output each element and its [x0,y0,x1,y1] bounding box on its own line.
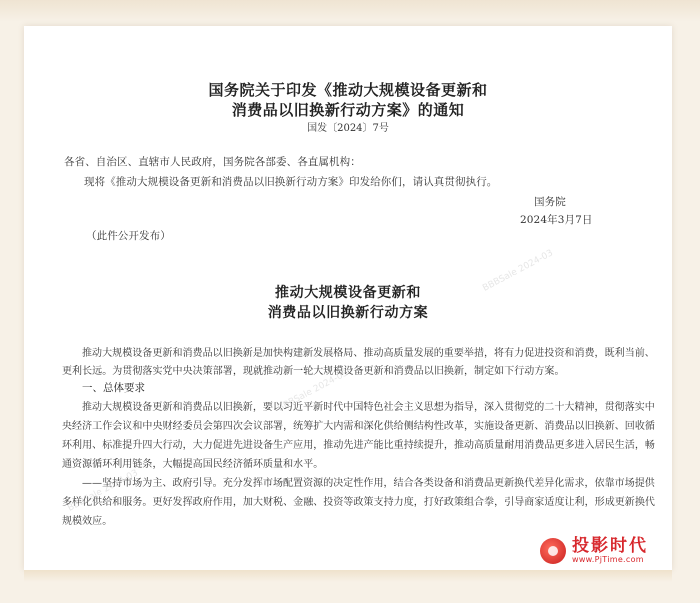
pjtime-logo [540,530,690,572]
notice-title-line-2: 消费品以旧换新行动方案》的通知 [231,101,465,119]
principle-line-3: 规模效应。 [62,516,113,527]
document-number: 国发〔2024〕7号 [307,123,389,134]
plan-title-line-2: 消费品以旧换新行动方案 [267,305,429,321]
section-1-line-3: 环利用、标准提升四大行动，大力促进先进设备生产应用，推动先进产能比重持续提升，推动高质量耐用消费品更多进入居民生活，畅 [62,440,655,451]
plan-intro-line-1: 推动大规模设备更新和消费品以旧换新是加快构建新发展格局、推动高质量发展的重要举措，将有力促进投资和消费，既利当前、 [82,348,655,359]
document-page [24,26,672,570]
section-1-heading: 一、总体要求 [82,382,145,394]
logo-url: www.PjTime.com [572,555,644,564]
plan-title-line-1: 推动大规模设备更新和 [275,285,421,301]
notice-body: 现将《推动大规模设备更新和消费品以旧换新行动方案》印发给你们，请认真贯彻执行。 [84,176,498,188]
projector-lens-logo-icon [540,538,566,564]
logo-name: 投影时代 [572,536,648,556]
page-frame-top [0,0,700,22]
principle-line-1: ——坚持市场为主、政府引导。充分发挥市场配置资源的决定性作用，结合各类设备和消费品更新换代差异化需求，依靠市场提供 [82,478,655,489]
watermark: BBBSale 2024-03 [276,368,350,414]
notice-addressee: 各省、自治区、直辖市人民政府，国务院各部委、各直属机构： [64,156,361,168]
plan-intro-line-2: 更利长远。为贯彻落实党中央决策部署，现就推动新一轮大规模设备更新和消费品以旧换新，制定如下行动方案。 [62,366,565,377]
publish-note: （此件公开发布） [86,230,171,242]
notice-issuer: 国务院 [534,196,566,208]
section-1-line-1: 推动大规模设备更新和消费品以旧换新，要以习近平新时代中国特色社会主义思想为指导，深入贯彻党的二十大精神，贯彻落实中 [82,402,655,413]
section-1-line-2: 央经济工作会议和中央财经委员会第四次会议部署，统筹扩大内需和深化供给侧结构性改革，实施设备更新、消费品以旧换新、回收循 [62,421,655,432]
notice-title-line-1: 国务院关于印发《推动大规模设备更新和 [208,81,488,99]
watermark: BBBSale 2024-03 [66,468,140,514]
watermark: BBBSale 2024-03 [481,248,555,294]
notice-date: 2024年3月7日 [520,214,593,226]
principle-line-2: 多样化供给和服务。更好发挥政府作用，加大财税、金融、投资等政策支持力度，打好政策组合拳，引导商家适度让利，形成更新换代 [62,497,655,508]
section-1-line-4: 通资源循环利用链条，大幅提高国民经济循环质量和水平。 [62,459,324,470]
